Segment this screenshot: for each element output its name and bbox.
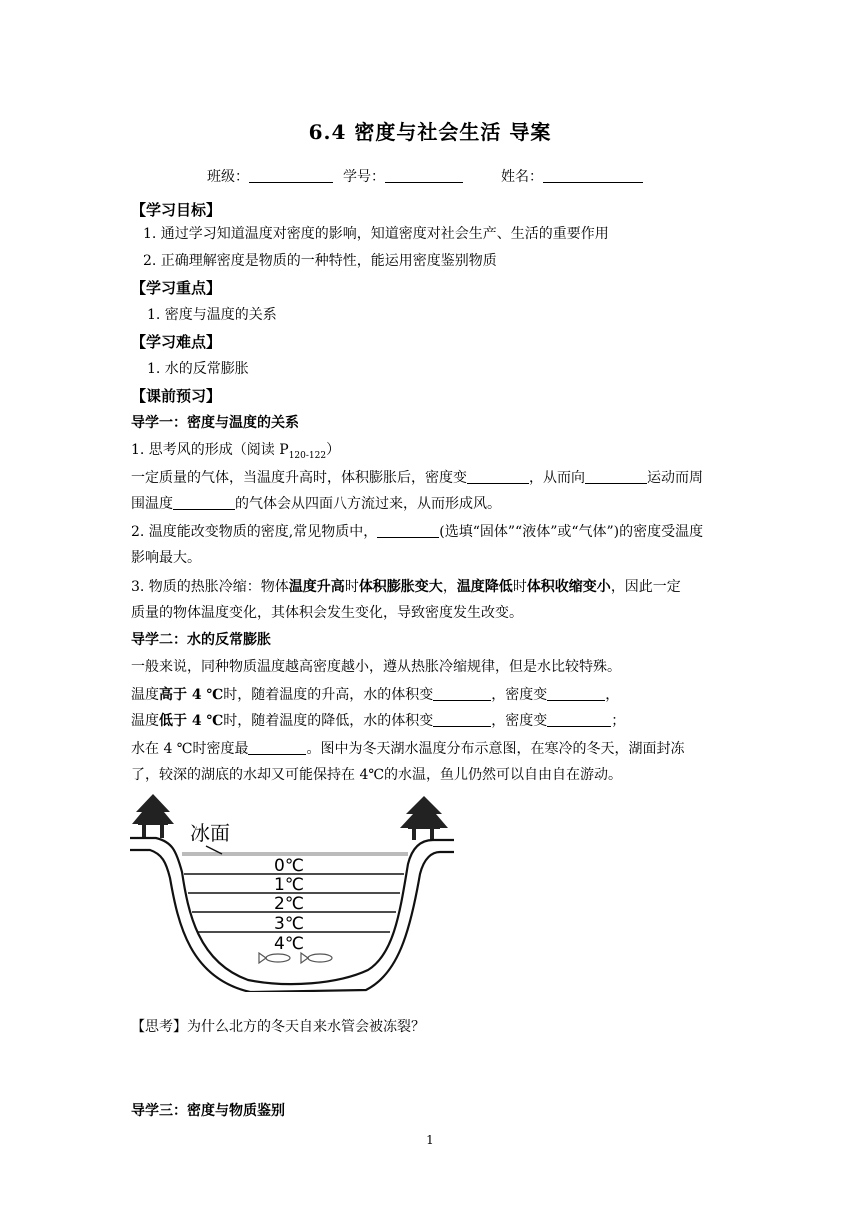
l2-blank-1[interactable]	[433, 712, 491, 727]
q1-blank-2[interactable]	[585, 469, 647, 484]
goal-2: 2. 正确理解密度是物质的一种特性，能运用密度鉴别物质	[143, 253, 497, 269]
q1-blank-3[interactable]	[173, 495, 235, 510]
guide1-q2-cont: 影响最大。	[131, 550, 201, 566]
name-blank[interactable]	[543, 168, 643, 183]
left-tree-icon	[132, 794, 174, 838]
l3-text2: 。图中为冬天湖水温度分布示意图，在寒冷的冬天，湖面封冻	[306, 741, 685, 757]
guide2-line3	[131, 738, 684, 758]
section-difficulties: 【学习难点】	[131, 333, 222, 351]
l1-text4: ，	[605, 687, 620, 703]
number-blank[interactable]	[385, 168, 463, 183]
guide1-q1-line1	[131, 467, 703, 487]
l1-text3: ，密度变	[491, 687, 548, 703]
q3-text5: ，因此一定	[610, 579, 681, 595]
l3-text: 水在 4 ℃时密度最	[131, 741, 249, 757]
q2-blank[interactable]	[377, 523, 439, 538]
page-title: 6.4 密度与社会生活 导案	[308, 120, 552, 144]
name-label: 姓名：	[501, 169, 543, 185]
number-field	[343, 166, 463, 186]
l2-text2: 时，随着温度的降低，水的体积变	[223, 713, 434, 729]
q3-bold-4: 体积收缩变小	[526, 579, 611, 595]
temp-label-0: 0℃	[274, 856, 304, 876]
page-number: 1	[426, 1133, 434, 1147]
guide1-q2	[131, 521, 703, 541]
q3-text: 3. 物质的热胀冷缩：物体	[131, 579, 289, 595]
temp-label-3: 3℃	[274, 914, 304, 934]
section-keypoints: 【学习重点】	[131, 279, 222, 297]
l2-blank-2[interactable]	[547, 712, 611, 727]
difficulty-1: 1. 水的反常膨胀	[147, 361, 249, 377]
q3-text3: ，	[442, 579, 457, 595]
fish-icon	[259, 953, 290, 963]
q1-blank-1[interactable]	[467, 469, 529, 484]
class-label: 班级：	[207, 169, 249, 185]
guide2-title: 导学二：水的反常膨胀	[131, 632, 271, 648]
q1-line1-text: 一定质量的气体，当温度升高时，体积膨胀后，密度变	[131, 470, 467, 486]
l1-text: 温度	[131, 687, 159, 703]
number-label: 学号：	[343, 169, 385, 185]
l3-blank[interactable]	[248, 740, 306, 755]
l2-text3: ，密度变	[491, 713, 548, 729]
ice-label: 冰面	[190, 821, 230, 845]
q1-line2-text2: 的气体会从四面八方流过来，从而形成风。	[235, 496, 501, 512]
lake-temperature-figure	[128, 792, 458, 992]
q3-text2: 时	[344, 579, 359, 595]
name-field	[501, 166, 643, 186]
goal-1: 1. 通过学习知道温度对密度的影响，知道密度对社会生产、生活的重要作用	[143, 226, 609, 242]
guide2-line1	[131, 684, 619, 704]
guide1-q1	[131, 439, 340, 461]
q3-text4: 时	[512, 579, 527, 595]
q1-line1-text3: 运动而周	[647, 470, 703, 486]
l1-bold: 高于 4 ℃	[159, 687, 224, 703]
q3-bold-2: 体积膨胀变大	[358, 579, 443, 595]
l2-text: 温度	[131, 713, 159, 729]
q2-text: 2. 温度能改变物质的密度,常见物质中，	[131, 524, 378, 540]
right-tree-icon	[400, 796, 448, 840]
l2-bold: 低于 4 ℃	[159, 713, 224, 729]
class-blank[interactable]	[249, 168, 333, 183]
l1-blank-1[interactable]	[433, 686, 491, 701]
section-preview: 【课前预习】	[131, 387, 222, 405]
section-goals: 【学习目标】	[131, 201, 222, 219]
q1-line2-text: 围温度	[131, 496, 173, 512]
l1-blank-2[interactable]	[547, 686, 605, 701]
guide2-p1: 一般来说，同种物质温度越高密度越小，遵从热胀冷缩规律，但是水比较特殊。	[131, 659, 621, 675]
guide3-title: 导学三：密度与物质鉴别	[131, 1103, 285, 1119]
think-question: 【思考】为什么北方的冬天自来水管会被冻裂？	[131, 1019, 425, 1035]
l2-text4: ；	[611, 713, 626, 729]
q3-bold-1: 温度升高	[288, 579, 345, 595]
q3-bold-3: 温度降低	[456, 579, 513, 595]
q2-text2: (选填“固体”“液体”或“气体”)的密度受温度	[439, 524, 704, 540]
q1-close: ）	[326, 442, 341, 458]
temp-label-2: 2℃	[274, 894, 304, 914]
class-field	[207, 166, 333, 186]
guide2-line2	[131, 710, 625, 730]
guide1-q3	[131, 576, 681, 596]
guide2-line4: 了，较深的湖底的水却又可能保持在 4℃的水温，鱼儿仍然可以自由自在游动。	[131, 767, 623, 783]
keypoint-1: 1. 密度与温度的关系	[147, 307, 277, 323]
temp-label-4: 4℃	[274, 934, 304, 954]
temp-label-1: 1℃	[274, 875, 304, 895]
guide1-q1-line2	[131, 493, 501, 513]
guide1-q3-cont: 质量的物体温度变化，其体积会发生变化，导致密度发生改变。	[131, 605, 523, 621]
guide1-title: 导学一：密度与温度的关系	[131, 415, 299, 431]
q1-line1-text2: ，从而向	[529, 470, 585, 486]
q1-pages: 120-122	[288, 450, 327, 461]
l1-text2: 时，随着温度的升高，水的体积变	[223, 687, 434, 703]
q1-text: 1. 思考风的形成（阅读 P	[131, 442, 289, 458]
fish-icon-2	[301, 953, 332, 963]
